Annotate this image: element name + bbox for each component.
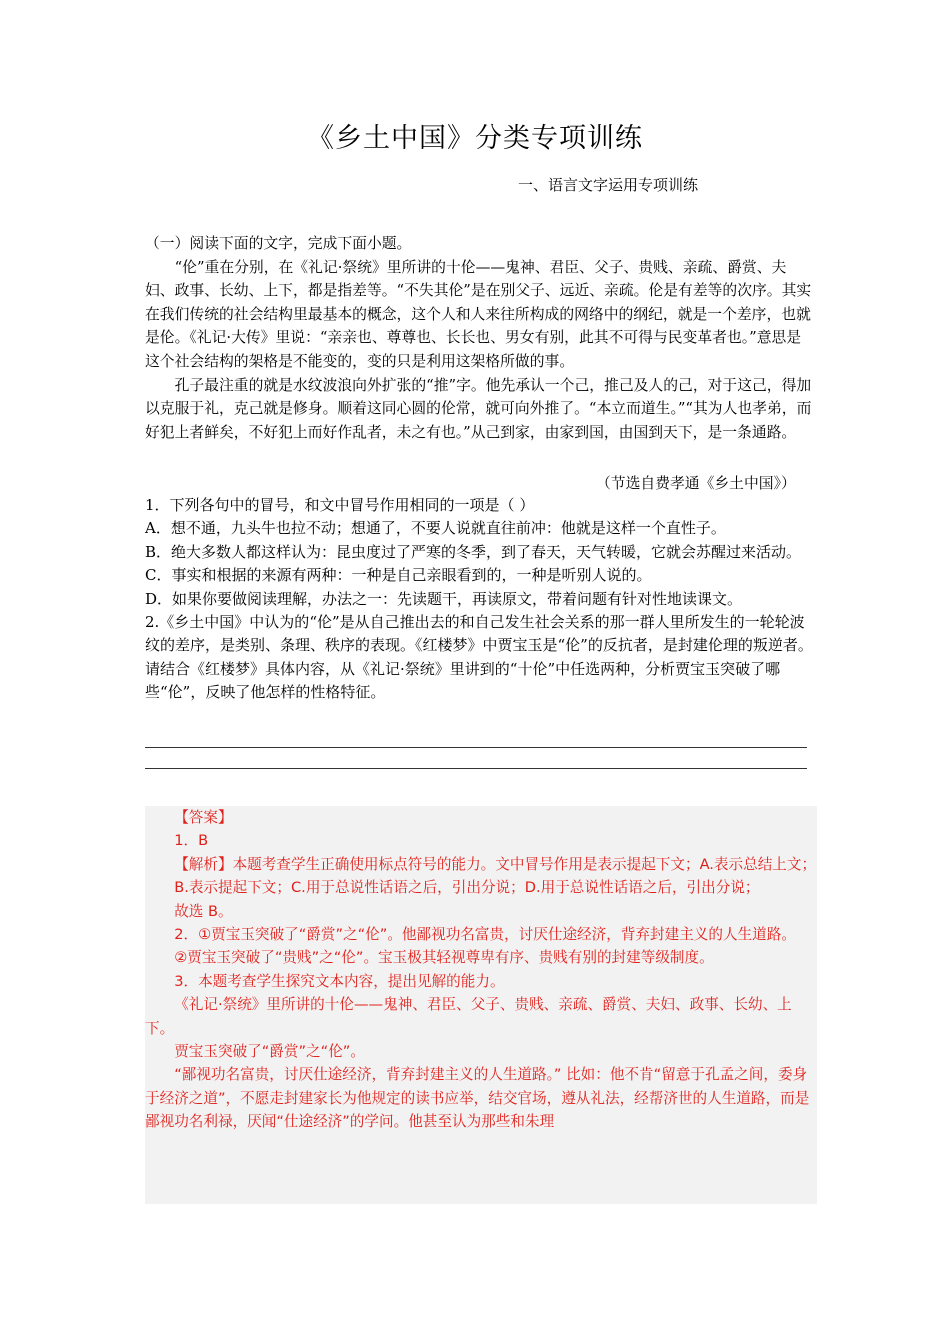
option-a: A．想不通，九头牛也拉不动；想通了，不要人说就直往前冲：他就是这样一个直性子。	[145, 519, 726, 538]
answer-detail: “鄙视功名富贵，讨厌仕途经济，背弃封建主义的人生道路。” 比如：他不肯“留意于孔孟之间，委身于经济之道”，不愿走封建家长为他规定的读书应举，结交官场，遵从礼法，经帮济世的人生道路，而是鄙视功名利禄，厌闻“仕途经济”的学问。他甚至认为那些和朱理	[145, 1066, 810, 1131]
answer-analysis: 【解析】本题考查学生正确使用标点符号的能力。文中冒号作用是表示提起下文；A.表示总结上文；	[174, 855, 817, 873]
passage-source: （节选自费孝通《乡土中国》）	[596, 475, 796, 492]
page-title: 《乡土中国》分类专项训练	[307, 123, 643, 154]
answer-analysis-b: B.表示提起下文；C.用于总说性话语之后，引出分说；D.用于总说性话语之后，引出分说；	[174, 879, 760, 897]
passage-paragraph-2: 孔子最注重的就是水纹波浪向外扩张的“推”字。他先承认一个己，推己及人的己，对于这己，得加以克服于礼，克己就是修身。顺着这同心圆的伦常，就可向外推了。“本立而道生。”“其为人也孝弟，而好犯上者鲜矣，不好犯上而好作乱者，未之有也。”从己到家，由家到国，由国到天下，是一条通路。	[145, 376, 812, 441]
answer-1: 1．B	[174, 832, 209, 850]
option-d: D．如果你要做阅读理解，办法之一：先读题干，再读原文，带着问题有针对性地读课文。	[145, 589, 743, 608]
answer-ten-lun: 《礼记·祭统》里所讲的十伦——鬼神、君臣、父子、贵贱、亲疏、爵赏、夫妇、政事、长幼、上下。	[145, 996, 792, 1037]
option-c: C．事实和根据的来源有两种：一种是自己亲眼看到的，一种是听别人说的。	[145, 566, 652, 585]
question-1: 1．下列各句中的冒号，和文中冒号作用相同的一项是（ ）	[145, 496, 535, 514]
passage-paragraph-1: “伦”重在分别，在《礼记·祭统》里所讲的十伦——鬼神、君臣、父子、贵贱、亲疏、爵赏、夫妇、政事、长幼、上下，都是指差等。“不失其伦”是在别父子、远近、亲疏。伦是有差等的次序。其实在我们传统的社会结构里最基本的概念，这个人和人来往所构成的网络中的纲纪，就是一个差序，也就是伦。《礼记·大传》里说：“亲亲也、尊尊也、长长也、男女有别，此其不可得与民变革者也。”意思是这个社会结构的架格是不能变的，变的只是利用这架格所做的事。	[145, 258, 812, 370]
reading-passage	[145, 232, 813, 444]
answer-2-part-1: 2．①贾宝玉突破了“爵赏”之“伦”。他鄙视功名富贵，讨厌仕途经济，背弃封建主义的人生道路。	[174, 926, 796, 944]
answer-line-1	[145, 747, 807, 748]
answer-section	[145, 806, 817, 1204]
answer-line-2	[145, 768, 807, 769]
question-2: 2.《乡土中国》中认为的“伦”是从自己推出去的和自己发生社会关系的那一群人里所发生的一轮轮波纹的差序，是类别、条理、秩序的表现。《红楼梦》中贾宝玉是“伦”的反抗者，是封建伦理的叛逆者。请结合《红楼梦》具体内容，从《礼记·祭统》里讲到的“十伦”中任选两种，分析贾宝玉突破了哪些“伦”，反映了他怎样的性格特征。	[145, 613, 813, 702]
answer-choose: 故选 B。	[174, 902, 233, 920]
answer-2-part-2: ②贾宝玉突破了“贵贱”之“伦”。宝玉极其轻视尊卑有序、贵贱有别的封建等级制度。	[174, 949, 714, 967]
section-subtitle: 一、语言文字运用专项训练	[518, 176, 699, 194]
passage-intro: （一）阅读下面的文字，完成下面小题。	[145, 235, 412, 252]
answer-3: 3．本题考查学生探究文本内容，提出见解的能力。	[174, 972, 505, 990]
answer-heading: 【答案】	[174, 809, 233, 826]
option-b: B．绝大多数人都这样认为：昆虫度过了严寒的冬季，到了春天，天气转暖，它就会苏醒过来活动。	[145, 542, 802, 561]
question-list	[145, 494, 813, 705]
answer-jueshang: 贾宝玉突破了“爵赏”之“伦”。	[174, 1043, 365, 1061]
